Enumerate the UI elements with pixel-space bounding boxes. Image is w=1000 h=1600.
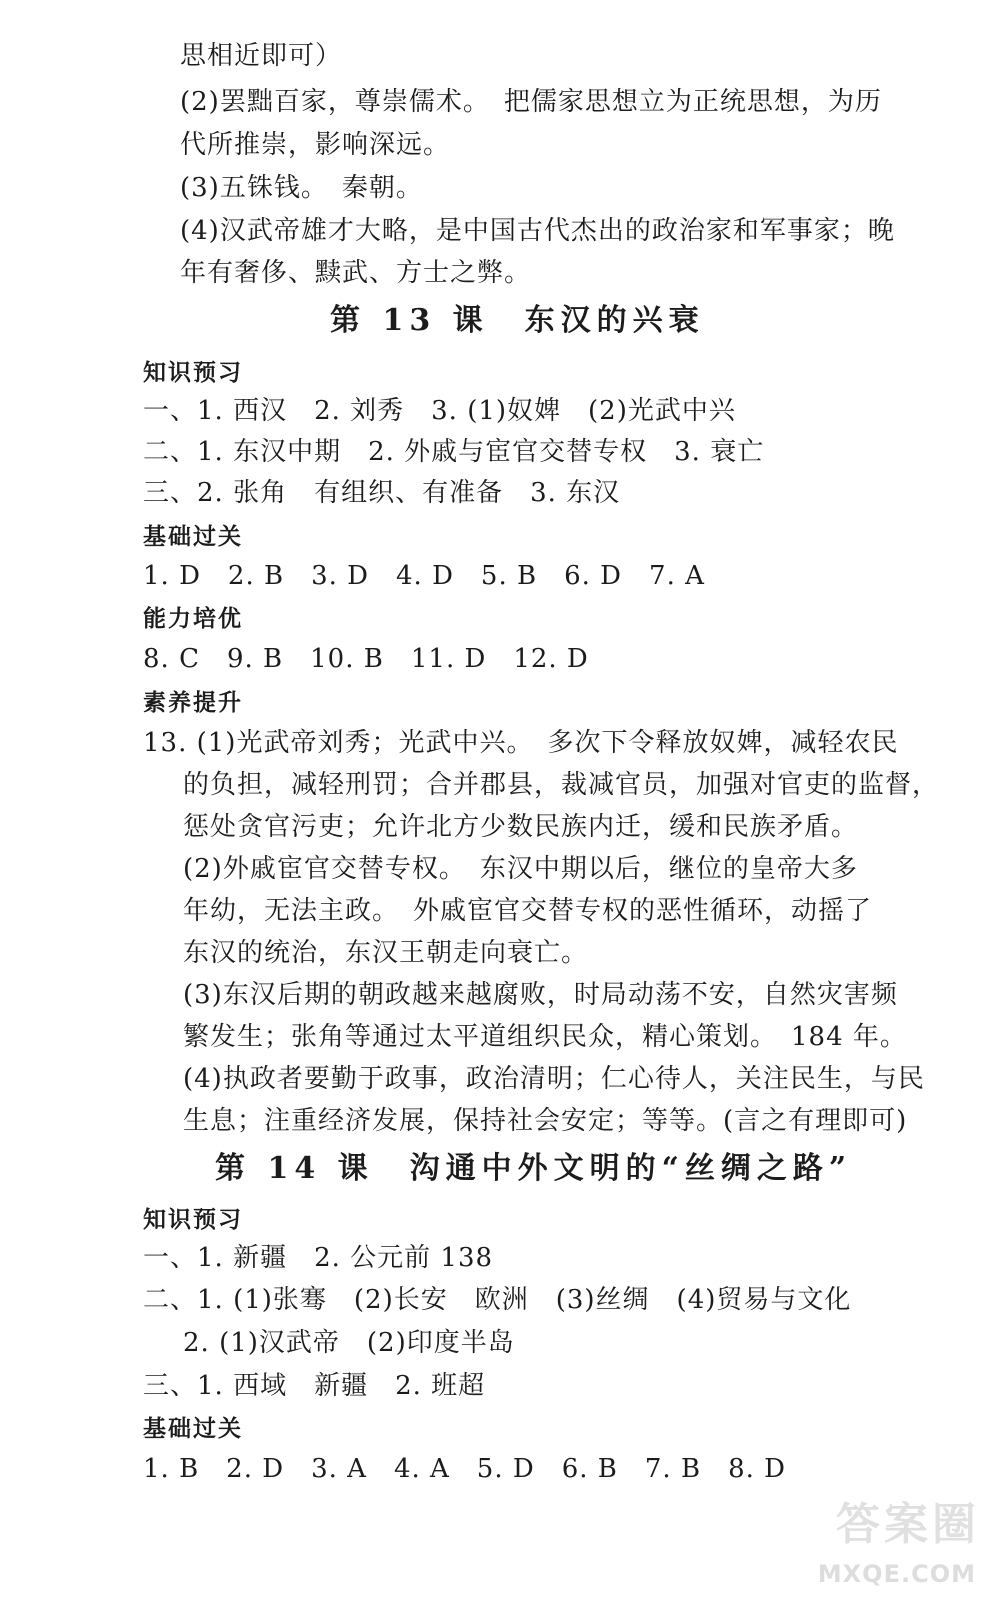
answer-line: 思相近即可） [180,41,343,71]
watermark-text: 答案圈 [836,1499,980,1550]
literacy-line: 东汉的统治，东汉王朝走向衰亡。 [183,938,589,968]
preview-line: 2. (1)汉武帝 (2)印度半岛 [183,1328,515,1358]
ability-answers: 8. C 9. B 10. B 11. D 12. D [143,644,589,674]
watermark-logo [810,1488,980,1588]
literacy-line: 惩处贪官污吏；允许北方少数民族内迁，缓和民族矛盾。 [183,812,859,842]
answer-line: 代所推崇，影响深远。 [180,130,451,160]
literacy-line: 的负担，减轻刑罚；合并郡县，裁减官员，加强对官吏的监督， [183,770,940,800]
section-heading-basic: 基础过关 [143,1416,243,1442]
section-heading-ability: 能力培优 [143,606,243,632]
section-heading-preview: 知识预习 [143,1207,243,1233]
answer-line: (2)罢黜百家，尊崇儒术。 把儒家思想立为正统思想，为历 [180,87,882,117]
preview-line: 二、1. (1)张骞 (2)长安 欧洲 (3)丝绸 (4)贸易与文化 [143,1285,852,1315]
literacy-line: (3)东汉后期的朝政越来越腐败，时局动荡不安，自然灾害频 [183,980,898,1010]
literacy-line: 年幼，无法主政。 外戚宦官交替专权的恶性循环，动摇了 [183,896,873,926]
literacy-line: (2)外戚宦官交替专权。 东汉中期以后，继位的皇帝大多 [183,854,858,884]
section-heading-literacy: 素养提升 [143,690,243,716]
answer-line: 年有奢侈、黩武、方士之弊。 [180,258,532,288]
lesson-14-title: 第 14 课 沟通中外文明的“丝绸之路” [215,1151,853,1186]
lesson-13-title: 第 13 课 东汉的兴衰 [330,303,705,338]
literacy-line: (4)执政者要勤于政事，政治清明；仁心待人，关注民生，与民 [183,1064,925,1094]
preview-line: 一、1. 新疆 2. 公元前 138 [143,1243,494,1273]
preview-line: 三、1. 西域 新疆 2. 班超 [143,1371,486,1401]
preview-line: 三、2. 张角 有组织、有准备 3. 东汉 [143,478,621,508]
section-heading-preview: 知识预习 [143,360,243,386]
answer-line: (3)五铢钱。 秦朝。 [180,173,423,203]
preview-line: 二、1. 东汉中期 2. 外戚与宦官交替专权 3. 衰亡 [143,437,765,467]
section-heading-basic: 基础过关 [143,524,243,550]
preview-line: 一、1. 西汉 2. 刘秀 3. (1)奴婢 (2)光武中兴 [143,396,736,426]
basic-answers: 1. B 2. D 3. A 4. A 5. D 6. B 7. B 8. D [143,1454,786,1484]
literacy-line: 13. (1)光武帝刘秀；光武中兴。 多次下令释放奴婢，减轻农民 [143,728,899,758]
literacy-line: 生息；注重经济发展，保持社会安定；等等。(言之有理即可) [183,1106,908,1136]
answer-line: (4)汉武帝雄才大略，是中国古代杰出的政治家和军事家；晚 [180,216,895,246]
literacy-line: 繁发生；张角等通过太平道组织民众，精心策划。 184 年。 [183,1022,907,1052]
watermark-url: MXQE.COM [817,1560,976,1588]
basic-answers: 1. D 2. B 3. D 4. D 5. B 6. D 7. A [143,561,705,591]
